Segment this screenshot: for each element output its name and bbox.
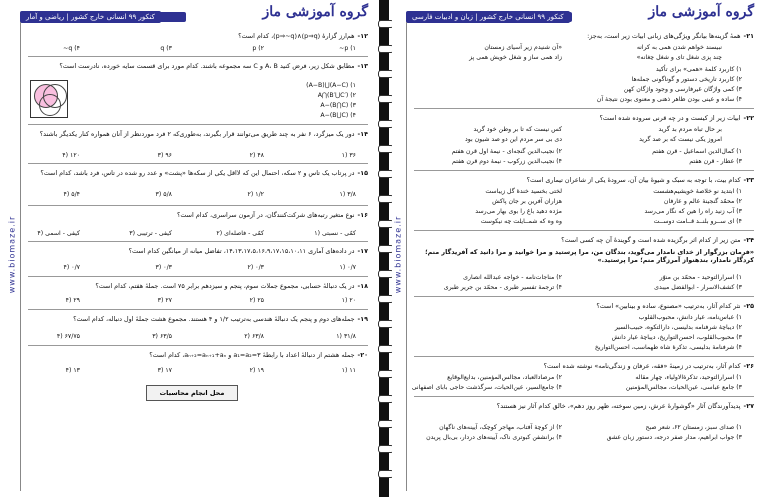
question-13: ۱۳-مطابق شکل زیر، فرض کنید A، B و C سه مجموعه باشند. کدام مورد برای قسمت سایه خورده، نادرست است؟: [59, 62, 368, 70]
side-url: www.biomaze.ir: [393, 215, 403, 294]
verse-line: هزاران آفرین بر جان پاکش: [492, 198, 562, 205]
question-18: ۱۸-در یک دنبالهٔ حسابی، مجموع جملات سوم، پنجم و سیزدهم برابر ۷۵ است. جملهٔ هفتم، کدام است؟: [95, 282, 368, 290]
logo: [648, 4, 754, 20]
option-1[interactable]: ۱) اسرارالتوحید - محمّد بن منوّر: [659, 274, 742, 281]
option-1[interactable]: ۱) اسرارالتوحید، تذکرةالاولیاء، چهار مقاله: [635, 374, 742, 381]
verse-line: بر حال تباه مردم بد گرید: [658, 126, 722, 133]
verse-line: لختی بخسید خندهٔ گل زیباست: [485, 188, 562, 195]
option-1[interactable]: ۲۰ (۱: [341, 297, 356, 304]
question-17: ۱۷-در داده‌های آماری ۱۴،۱۳،۱۷،۵،۱۶،۹،۱۷،۱۵،۱۰،۱۱، تفاضل میانه از میانگین کدام است؟: [128, 247, 368, 255]
option-1[interactable]: کمّی - نسبتی (۱: [314, 230, 356, 237]
divider: [28, 56, 368, 57]
verse-line: مژده دهید باغ را بوی بهار می‌رسد: [475, 208, 562, 215]
option-1[interactable]: ۱) ابتدید نو خلاصهٔ خویشیم‌هشست: [653, 188, 742, 195]
divider: [28, 163, 368, 164]
option-2[interactable]: ۶۳/۸ (۲: [244, 333, 264, 340]
option-1[interactable]: (A−B)⋃(A−C) (۱: [306, 82, 356, 89]
question-26: ۲۶-کدام آثار، به‌ترتیب در زمینهٔ «فقه، عرفان و زندگی‌نامه» نوشته شده است؟: [543, 362, 754, 370]
question-23: ۲۳-کدام بیت، با توجه به سبک و شیوهٔ بیان آن، سرودهٔ یکی از شاعران تیماری است؟: [526, 176, 754, 184]
option-2[interactable]: ۲) مناجات‌نامه - خواجه عبدالله انصاری: [463, 274, 562, 281]
option-3[interactable]: ۳) جواب ابراهیم، مدار صفر درجه، دستور زبان عشق: [606, 434, 742, 441]
option-3[interactable]: ۱۷ (۳: [157, 367, 172, 374]
option-1[interactable]: ۳/۸ (۱: [339, 191, 356, 198]
header-title: کنکور ۹۹ انسانی خارج کشور | زبان و ادبیات فارسی: [406, 11, 570, 23]
question-21: ۲۱-همهٔ گزینه‌ها بیانگر ویژگی‌های زبانی ابیات زیر است، به‌جز:: [587, 32, 754, 40]
option-1[interactable]: ۱) عباس‌نامه، عیار دانش، محبوب‌القلوب: [638, 314, 742, 321]
option-1[interactable]: ۰/۷ (۱: [339, 264, 356, 271]
option-4[interactable]: ۶۷/۷۵ (۴: [56, 333, 80, 340]
option-4[interactable]: ۰/۷ (۴: [63, 264, 80, 271]
option-2[interactable]: ۰/۳ (۲: [247, 264, 264, 271]
quoted-text: «فرمان بزرگوار از خدای نامدار می‌گوید، بندگان من، مرا پرستید و مرا خوانید و مرا دانید که آفریدگار منم؛ کردگار نامدار، بندهنواز آمرزگار منم؛ مرا پرستید.»: [425, 248, 754, 264]
option-1[interactable]: ۱) صدای سبز، زمستان ۶۲، شعر صبح: [645, 424, 742, 431]
question-text: مطابق شکل زیر، فرض کنید A، B و C سه مجموعه باشند. کدام مورد برای قسمت سایه خورده، نادرست است؟: [59, 62, 355, 70]
option-2[interactable]: ۲) محمّد گنجینهٔ عالم و عارفان: [663, 198, 742, 205]
option-4[interactable]: ۱۳ (۴: [65, 367, 80, 374]
option-2[interactable]: ۲) مرصادالعباد، مجالس‌المؤمنین، بدایع‌الوقایع: [447, 374, 562, 381]
venn-diagram: [30, 80, 68, 118]
option-4[interactable]: A−(B⋃C) (۴: [320, 112, 356, 119]
question-25: ۲۵-نثر کدام آثار، به‌ترتیب «مصنوع، ساده و بینابین» است؟: [596, 302, 754, 310]
logo-text: گروه آموزشی ماز: [262, 4, 368, 20]
option-3[interactable]: ۲۷ (۳: [157, 297, 172, 304]
option-4[interactable]: ۴) ساده و عینی بودن ظاهر ذهنی و معنوی بودن نتیجهٔ آن: [596, 96, 742, 103]
option-4[interactable]: ۴) شرفنامهٔ بدلیسی، تذکرهٔ شاه طهماسب، احسن‌التواریخ: [594, 344, 742, 351]
divider: [28, 309, 368, 310]
option-4[interactable]: ~q (۴: [63, 45, 80, 52]
question-24: ۲۴-متن زیر از کدام اثر برگزیده شده است و گویندهٔ آن چه کسی است؟: [561, 236, 754, 244]
option-2[interactable]: ۲) دیباچهٔ شرفنامه بدلیسی، دارالتکوه، حبیب‌السیر: [614, 324, 742, 331]
divider: [414, 230, 754, 231]
option-3[interactable]: A−(B⋂C) (۳: [320, 102, 356, 109]
logo-text: گروه آموزشی ماز: [648, 4, 754, 20]
question-text: جمله هشتم از دنبالهٔ اعداد با رابطهٔ a₁=a₂=۳ و aₙ₊₂=aₙ₊₁+aₙ، کدام است؟: [149, 351, 355, 359]
calculation-area-label: محل انجام محاسبات: [146, 385, 238, 401]
divider: [28, 241, 368, 242]
question-16: ۱۶-نوع متغیر رتبه‌های شرکت‌کنندگان، در آزمون سراسری، کدام است؟: [177, 211, 368, 219]
question-22: ۲۲-ابیات زیر از کیست و در چه قرنی سروده شده است؟: [599, 114, 754, 122]
option-3[interactable]: ۳) کشف‌الاسرار - ابوالفضل میبدی: [654, 284, 742, 291]
right-page: [392, 0, 762, 497]
option-1[interactable]: ۳۶ (۱: [341, 152, 356, 159]
verse-line: زاد همی ساز و شغل خویش همی پز: [469, 54, 562, 61]
option-2[interactable]: کمّی - فاصله‌ای (۲: [216, 230, 264, 237]
option-2[interactable]: ۲) کاربرد تاریخی دستور و گوناگونی جمله‌ها: [631, 76, 742, 83]
verse-line: «آن شنیدم زیر آسیای زمستان: [484, 44, 562, 51]
side-url: www.biomaze.ir: [7, 215, 17, 294]
option-4[interactable]: ۲۹ (۴: [65, 297, 80, 304]
option-4[interactable]: ۴) ترجمهٔ تفسیر طبری - محمّد بن جریر طبری: [443, 284, 562, 291]
logo: [262, 4, 368, 20]
option-3[interactable]: ۰/۳ (۳: [155, 264, 172, 271]
option-2[interactable]: ۴۸ (۲: [249, 152, 264, 159]
option-3[interactable]: ۶۳/۵ (۳: [152, 333, 172, 340]
question-text: نثر کدام آثار، به‌ترتیب «مصنوع، ساده و بینابین» است؟: [596, 302, 741, 310]
header-title: کنکور ۹۹ انسانی خارج کشور | ریاضی و آمار: [20, 11, 161, 23]
option-1[interactable]: ۱۱ (۱: [341, 367, 356, 374]
option-2[interactable]: ۱۹ (۲: [249, 367, 264, 374]
question-15: ۱۵-در پرتاب یک تاس و ۲ سکه، احتمال این که لااقل یکی از سکه‌ها «پشت» و عدد رو شده در تاس، فرد باشد، کدام است؟: [40, 169, 368, 177]
option-2[interactable]: ۲) نجیب‌الدین گنجه‌ای - نیمهٔ اول قرن هفتم: [451, 148, 562, 155]
question-20: ۲۰-جمله هشتم از دنبالهٔ اعداد با رابطهٔ a₁=a₂=۳ و aₙ₊₂=aₙ₊₁+aₙ، کدام است؟: [149, 351, 368, 359]
option-1[interactable]: ۱) کاربرد کلمهٔ «همی» برای تأکید: [655, 66, 742, 73]
question-text: نوع متغیر رتبه‌های شرکت‌کنندگان، در آزمون سراسری، کدام است؟: [177, 211, 355, 219]
option-4[interactable]: ۱۲۰ (۴: [62, 152, 80, 159]
question-text: کدام بیت، با توجه به سبک و شیوهٔ بیان آن، سرودهٔ یکی از شاعران تیماری است؟: [526, 176, 741, 184]
divider: [28, 345, 368, 346]
divider: [414, 396, 754, 397]
question-text: در پرتاب یک تاس و ۲ سکه، احتمال این که لااقل یکی از سکه‌ها «پشت» و عدد رو شده در تاس، فرد باشد، کدام است؟: [40, 169, 355, 177]
divider: [414, 170, 754, 171]
verse-line: وه وه که شمــایلت چه نیکوست: [480, 218, 562, 225]
option-3[interactable]: ۳) جامع عباسی، عین‌الحیات، مجالس‌المؤمنین: [625, 384, 742, 391]
question-text: هم‌ارز گزارهٔ (p⇒q)∧(p⇒~q)، کدام است؟: [238, 32, 355, 40]
left-page: [6, 0, 376, 497]
verse-line: امروز یکی نیست که بر صد گرید: [639, 136, 722, 143]
option-1[interactable]: ~p (۱: [339, 45, 356, 52]
verse-line: چند پزی شغل تای و شغل چغانه»: [636, 54, 722, 61]
option-4[interactable]: ۴) جامع‌السیر، عین‌الحیات، سرگذشت حاجی بابای اصفهانی: [411, 384, 562, 391]
divider: [28, 124, 368, 125]
option-3[interactable]: q (۳: [160, 45, 172, 52]
option-4[interactable]: ۴) نجیب‌الدین زرکوب - نیمهٔ دوم قرن هفتم: [452, 158, 562, 165]
question-text: جمله‌های دوم و پنجم یک دنبالهٔ هندسی به‌ترتیب ۱/۲ و ۴ هستند. مجموع هشت جملهٔ اول دنباله، کدام است؟: [73, 315, 355, 323]
option-2[interactable]: A⋂(B′⋃C′) (۲: [317, 92, 356, 99]
divider: [28, 276, 368, 277]
option-2[interactable]: ۲) از کوچهٔ آفتاب، مهاجر کوچک، آیینه‌های ناگهان: [439, 424, 562, 431]
question-text: در یک دنبالهٔ حسابی، مجموع جملات سوم، پنجم و سیزدهم برابر ۷۵ است. جملهٔ هفتم، کدام است؟: [95, 282, 355, 290]
verse-line: دی بی سر مردم این دو صد شیون بود: [465, 136, 562, 143]
option-2[interactable]: ۲۵ (۲: [249, 297, 264, 304]
option-3[interactable]: ۳) آب زنید راه را هین که نگار می‌رسد: [644, 208, 742, 215]
option-1[interactable]: ۱) کمال‌الدین اسماعیل - قرن هفتم: [652, 148, 742, 155]
margin-line: [20, 22, 21, 491]
option-4[interactable]: ۵/۴ (۴: [63, 191, 80, 198]
option-3[interactable]: ۹۶ (۳: [157, 152, 172, 159]
margin-line: [406, 22, 407, 491]
divider: [414, 296, 754, 297]
question-text: ابیات زیر از کیست و در چه قرنی سروده شده است؟: [599, 114, 741, 122]
question-text: کدام آثار، به‌ترتیب در زمینهٔ «فقه، عرفان و زندگی‌نامه» نوشته شده است؟: [543, 362, 741, 370]
divider: [28, 205, 368, 206]
option-1[interactable]: ۳۱/۸ (۱: [336, 333, 356, 340]
option-3[interactable]: ۳) کمی واژگان غیرفارسی و وجود واژگان کهن: [623, 86, 742, 93]
divider: [414, 356, 754, 357]
option-3[interactable]: ۳) محبوب‌القلوب، احسن‌التواریخ، دیباچهٔ عیار دانش: [611, 334, 742, 341]
question-text: در داده‌های آماری ۱۴،۱۳،۱۷،۵،۱۶،۹،۱۷،۱۵،۱۰،۱۱، تفاضل میانه از میانگین کدام است؟: [128, 247, 355, 255]
option-2[interactable]: ۱/۲ (۲: [247, 191, 264, 198]
question-27: ۲۷-پدیدآورندگان آثار «گوشوارهٔ عرش، زمین سوخته، ظهر روز دهم»، خالق کدام آثار نیز هستند؟: [496, 402, 754, 410]
question-19: ۱۹-جمله‌های دوم و پنجم یک دنبالهٔ هندسی به‌ترتیب ۱/۲ و ۴ هستند. مجموع هشت جملهٔ اول دنباله، کدام است؟: [73, 315, 368, 323]
question-text: پدیدآورندگان آثار «گوشوارهٔ عرش، زمین سوخته، ظهر روز دهم»، خالق کدام آثار نیز هستند؟: [496, 402, 741, 410]
question-14: ۱۴-دور یک میزگرد، ۶ نفر به چند طریق می‌توانند قرار بگیرند، به‌طوری‌که ۲ فرد موردنظر از آنان همواره کنار یکدیگر باشند؟: [39, 130, 368, 138]
option-4[interactable]: کیفی - اسمی (۴: [37, 230, 80, 237]
set-c-circle: [39, 94, 61, 116]
question-text: دور یک میزگرد، ۶ نفر به چند طریق می‌توانند قرار بگیرند، به‌طوری‌که ۲ فرد موردنظر از آنان همواره کنار یکدیگر باشند؟: [39, 130, 355, 138]
option-4[interactable]: ۴) ای ســرو بلنــد قــامت دوســت: [653, 218, 742, 225]
option-3[interactable]: ۳) عطار - قرن هفتم: [689, 158, 742, 165]
option-4[interactable]: ۴) برانشفن کبوتری ناک، آیینه‌های دردار، بی‌بال پریدن: [426, 434, 562, 441]
question-text: متن زیر از کدام اثر برگزیده شده است و گویندهٔ آن چه کسی است؟: [561, 236, 741, 244]
verse-line: کس نیست که تا بر وطن خود گرید: [473, 126, 562, 133]
option-3[interactable]: ۵/۸ (۳: [155, 191, 172, 198]
question-12: ۱۲-هم‌ارز گزارهٔ (p⇒q)∧(p⇒~q)، کدام است؟: [238, 32, 368, 40]
option-2[interactable]: p (۲: [252, 45, 264, 52]
question-text: همهٔ گزینه‌ها بیانگر ویژگی‌های زبانی ابیات زیر است، به‌جز:: [587, 32, 741, 40]
divider: [414, 108, 754, 109]
option-3[interactable]: کیفی - ترتیبی (۳: [129, 230, 172, 237]
verse-line: نبیسند خواهم شدن همی به کرانه: [636, 44, 722, 51]
